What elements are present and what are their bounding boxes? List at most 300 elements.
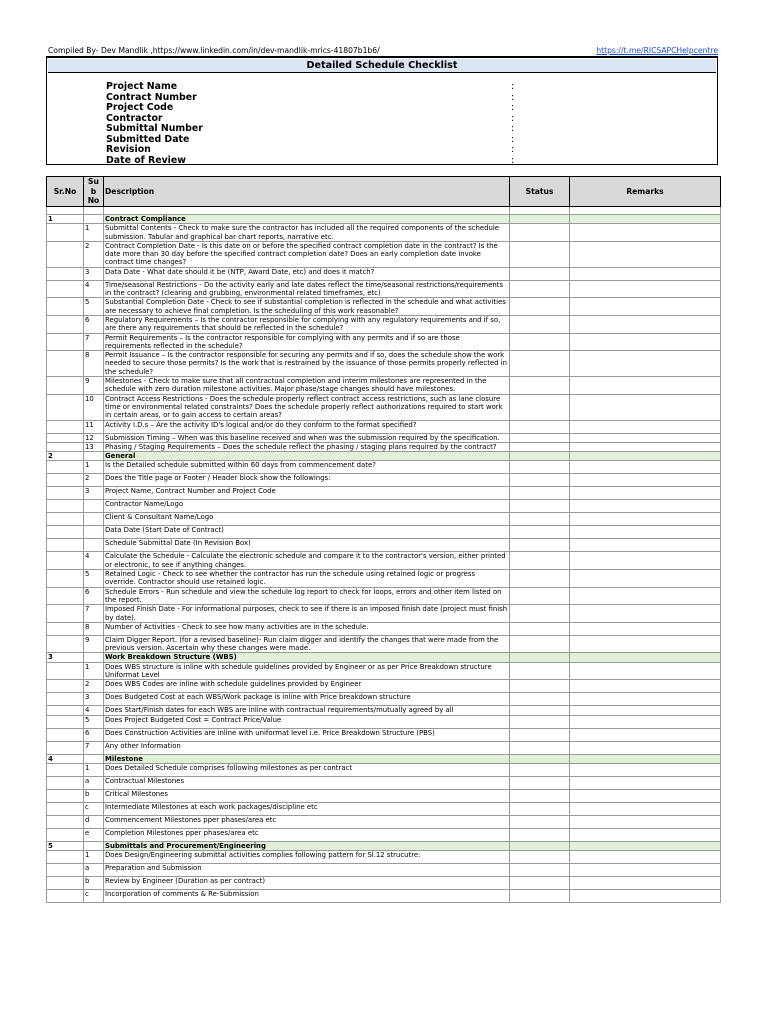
status-cell[interactable] bbox=[510, 570, 570, 588]
srno-cell bbox=[47, 526, 84, 539]
col-header-remarks: Remarks bbox=[570, 177, 721, 207]
description-cell: Submittal Contents - Check to make sure the contractor has included all the required components of the schedule submission. Tabular and graphical bar chart reports, narrative etc. bbox=[104, 224, 510, 242]
remarks-cell[interactable] bbox=[570, 605, 721, 623]
srno-cell bbox=[47, 394, 84, 420]
description-cell: Schedule Submittal Date (In Revision Box) bbox=[104, 539, 510, 552]
description-cell: Client & Consultant Name/Logo bbox=[104, 513, 510, 526]
subno-cell: 5 bbox=[84, 298, 104, 316]
status-cell[interactable] bbox=[510, 487, 570, 500]
description-cell: Substantial Completion Date - Check to see if substantial completion is reflected in the schedule and what activities are necessary to achieve final completion. Is the scheduling of this work reasonable? bbox=[104, 298, 510, 316]
description-cell: Intermediate Milestones at each work packages/discipline etc bbox=[104, 802, 510, 815]
remarks-cell[interactable] bbox=[570, 394, 721, 420]
status-cell[interactable] bbox=[510, 461, 570, 474]
status-cell[interactable] bbox=[510, 587, 570, 605]
subno-cell bbox=[84, 513, 104, 526]
remarks-cell[interactable] bbox=[570, 224, 721, 242]
empty-cell bbox=[84, 653, 104, 662]
status-cell[interactable] bbox=[510, 241, 570, 267]
checklist-body bbox=[47, 207, 721, 903]
status-cell[interactable] bbox=[510, 539, 570, 552]
srno-cell bbox=[47, 224, 84, 242]
description-cell: Claim Digger Report. (for a revised baseline)- Run claim digger and identify the changes that were made from the previous version. Ascertain why these changes were made. bbox=[104, 635, 510, 653]
status-cell[interactable] bbox=[510, 280, 570, 298]
srno-cell bbox=[47, 298, 84, 316]
status-cell[interactable] bbox=[510, 635, 570, 653]
srno-cell bbox=[47, 461, 84, 474]
table-row bbox=[47, 815, 721, 828]
subno-cell: c bbox=[84, 890, 104, 903]
remarks-cell[interactable] bbox=[570, 461, 721, 474]
subno-cell: 4 bbox=[84, 706, 104, 715]
remarks-cell[interactable] bbox=[570, 280, 721, 298]
project-info-value[interactable]: : bbox=[511, 123, 515, 134]
section-number: 3 bbox=[47, 653, 84, 662]
subno-cell: 1 bbox=[84, 763, 104, 776]
status-cell[interactable] bbox=[510, 851, 570, 864]
subno-cell: b bbox=[84, 789, 104, 802]
empty-cell bbox=[104, 207, 510, 215]
project-info-box bbox=[46, 56, 718, 165]
subno-cell: 3 bbox=[84, 487, 104, 500]
section-number: 4 bbox=[47, 754, 84, 763]
subno-cell: 5 bbox=[84, 715, 104, 728]
remarks-cell[interactable] bbox=[570, 442, 721, 451]
subno-cell: 2 bbox=[84, 680, 104, 693]
srno-cell bbox=[47, 570, 84, 588]
subno-cell: 7 bbox=[84, 605, 104, 623]
status-cell[interactable] bbox=[510, 224, 570, 242]
status-cell[interactable] bbox=[510, 513, 570, 526]
col-header-subno: Su b No bbox=[84, 177, 104, 207]
subno-cell bbox=[84, 539, 104, 552]
remarks-cell[interactable] bbox=[570, 552, 721, 570]
section-row bbox=[47, 452, 721, 461]
subno-cell: 7 bbox=[84, 333, 104, 351]
subno-cell: a bbox=[84, 776, 104, 789]
description-cell: Retained Logic - Check to see whether the contractor has run the schedule using retained logic or progress override. Contractor should use retained logic. bbox=[104, 570, 510, 588]
description-cell: Does the Title page or Footer / Header block show the followings: bbox=[104, 474, 510, 487]
srno-cell bbox=[47, 706, 84, 715]
status-cell[interactable] bbox=[510, 442, 570, 451]
remarks-cell[interactable] bbox=[570, 841, 721, 850]
srno-cell bbox=[47, 605, 84, 623]
table-row bbox=[47, 224, 721, 242]
table-row bbox=[47, 776, 721, 789]
empty-cell bbox=[47, 207, 84, 215]
project-info-value[interactable]: : bbox=[511, 133, 515, 145]
empty-cell bbox=[84, 215, 104, 224]
subno-cell: 10 bbox=[84, 394, 104, 420]
empty-cell bbox=[84, 841, 104, 850]
description-cell: Does WBS Codes are inline with schedule guidelines provided by Engineer bbox=[104, 680, 510, 693]
subno-cell: 4 bbox=[84, 552, 104, 570]
status-cell[interactable] bbox=[510, 890, 570, 903]
table-row bbox=[47, 487, 721, 500]
table-row bbox=[47, 789, 721, 802]
table-row bbox=[47, 587, 721, 605]
project-info-label: Date of Review bbox=[106, 154, 186, 166]
srno-cell bbox=[47, 802, 84, 815]
status-cell[interactable] bbox=[510, 351, 570, 377]
table-row bbox=[47, 680, 721, 693]
table-row bbox=[47, 500, 721, 513]
srno-cell bbox=[47, 487, 84, 500]
subno-cell: 2 bbox=[84, 241, 104, 267]
remarks-cell[interactable] bbox=[570, 693, 721, 706]
srno-cell bbox=[47, 635, 84, 653]
section-number: 2 bbox=[47, 452, 84, 461]
remarks-cell[interactable] bbox=[570, 351, 721, 377]
remarks-cell[interactable] bbox=[570, 754, 721, 763]
srno-cell bbox=[47, 815, 84, 828]
description-cell: Contract Completion Date - Is this date on or before the specified contract completion date in the contract? Is the date more than 30 day before the specified contract completion date? Does an early completion date invoke contract time changes? bbox=[104, 241, 510, 267]
project-info-value[interactable]: : bbox=[511, 91, 515, 103]
subno-cell: 1 bbox=[84, 461, 104, 474]
remarks-cell[interactable] bbox=[570, 763, 721, 776]
status-cell[interactable] bbox=[510, 728, 570, 741]
description-cell: Does Start/Finish dates for each WBS are inline with contractual requirements/mutually agreed by all bbox=[104, 706, 510, 715]
subno-cell: e bbox=[84, 828, 104, 841]
srno-cell bbox=[47, 552, 84, 570]
table-row bbox=[47, 526, 721, 539]
status-cell[interactable] bbox=[510, 864, 570, 877]
table-row bbox=[47, 706, 721, 715]
description-cell: Permit Issuance – Is the contractor responsible for securing any permits and if so, does the schedule show the work needed to secure those permits? Is the work that is restrained by the issuance of those permits properly reflected in the schedule? bbox=[104, 351, 510, 377]
remarks-cell[interactable] bbox=[570, 776, 721, 789]
table-row bbox=[47, 420, 721, 433]
description-cell: Any other Information bbox=[104, 741, 510, 754]
table-row bbox=[47, 461, 721, 474]
table-row bbox=[47, 635, 721, 653]
srno-cell bbox=[47, 474, 84, 487]
description-cell: Does WBS structure is inline with schedule guidelines provided by Engineer or as per Price Breakdown structure Uniformat Level bbox=[104, 662, 510, 680]
table-row bbox=[47, 474, 721, 487]
description-cell: Does Detailed Schedule comprises following milestones as per contract bbox=[104, 763, 510, 776]
description-cell: Incorporation of comments & Re-Submission bbox=[104, 890, 510, 903]
table-row bbox=[47, 890, 721, 903]
section-number: 5 bbox=[47, 841, 84, 850]
remarks-cell[interactable] bbox=[570, 635, 721, 653]
status-cell[interactable] bbox=[510, 789, 570, 802]
table-row bbox=[47, 433, 721, 442]
description-cell: Does Design/Engineering submittal activities complies following pattern for Sl.12 strucutre: bbox=[104, 851, 510, 864]
table-row bbox=[47, 728, 721, 741]
srno-cell bbox=[47, 241, 84, 267]
project-info-value[interactable]: : bbox=[511, 154, 515, 166]
srno-cell bbox=[47, 513, 84, 526]
remarks-cell[interactable] bbox=[570, 315, 721, 333]
project-info-label: Project Code bbox=[106, 102, 174, 113]
status-cell[interactable] bbox=[510, 776, 570, 789]
table-row bbox=[47, 605, 721, 623]
description-cell: Completion Milestones pper phases/area etc bbox=[104, 828, 510, 841]
status-cell[interactable] bbox=[510, 693, 570, 706]
status-cell[interactable] bbox=[510, 680, 570, 693]
section-title: Submittals and Procurement/Engineering bbox=[104, 841, 510, 850]
description-cell: Permit Requirements – Is the contractor responsible for complying with any permits and if so are those requirements reflected in the schedule? bbox=[104, 333, 510, 351]
status-cell[interactable] bbox=[510, 828, 570, 841]
description-cell: Contractor Name/Logo bbox=[104, 500, 510, 513]
status-cell[interactable] bbox=[510, 605, 570, 623]
description-cell: Does Project Budgeted Cost = Contract Price/Value bbox=[104, 715, 510, 728]
table-row bbox=[47, 693, 721, 706]
status-cell[interactable] bbox=[510, 433, 570, 442]
table-header-row bbox=[47, 177, 721, 207]
srno-cell bbox=[47, 828, 84, 841]
remarks-cell[interactable] bbox=[570, 662, 721, 680]
status-cell[interactable] bbox=[510, 333, 570, 351]
subno-cell bbox=[84, 526, 104, 539]
remarks-cell[interactable] bbox=[570, 815, 721, 828]
description-cell: Project Name, Contract Number and Project Code bbox=[104, 487, 510, 500]
top-line bbox=[48, 46, 718, 56]
table-row bbox=[47, 394, 721, 420]
empty-cell bbox=[570, 207, 721, 215]
status-cell[interactable] bbox=[510, 394, 570, 420]
table-row bbox=[47, 851, 721, 864]
remarks-cell[interactable] bbox=[570, 680, 721, 693]
project-info-label: Contract Number bbox=[106, 91, 197, 103]
srno-cell bbox=[47, 877, 84, 890]
subno-cell: 9 bbox=[84, 377, 104, 395]
remarks-cell[interactable] bbox=[570, 622, 721, 635]
remarks-cell[interactable] bbox=[570, 215, 721, 224]
status-cell[interactable] bbox=[510, 215, 570, 224]
status-cell[interactable] bbox=[510, 526, 570, 539]
srno-cell bbox=[47, 377, 84, 395]
subno-cell: b bbox=[84, 877, 104, 890]
status-cell[interactable] bbox=[510, 452, 570, 461]
remarks-cell[interactable] bbox=[570, 513, 721, 526]
empty-cell bbox=[84, 452, 104, 461]
status-cell[interactable] bbox=[510, 815, 570, 828]
description-cell: Submission Timing – When was this baseline received and when was the submission required by the specification. bbox=[104, 433, 510, 442]
subno-cell: 3 bbox=[84, 267, 104, 280]
remarks-cell[interactable] bbox=[570, 864, 721, 877]
section-title: Milestone bbox=[104, 754, 510, 763]
status-cell[interactable] bbox=[510, 500, 570, 513]
remarks-cell[interactable] bbox=[570, 653, 721, 662]
section-title: Contract Compliance bbox=[104, 215, 510, 224]
table-row bbox=[47, 802, 721, 815]
subno-cell: a bbox=[84, 864, 104, 877]
project-info-label: Project Name bbox=[106, 81, 178, 92]
status-cell[interactable] bbox=[510, 377, 570, 395]
status-cell[interactable] bbox=[510, 754, 570, 763]
remarks-cell[interactable] bbox=[570, 706, 721, 715]
description-cell: Schedule Errors - Run schedule and view the schedule log report to check for loops, errors and other item listed on the report. bbox=[104, 587, 510, 605]
subno-cell: 11 bbox=[84, 420, 104, 433]
subno-cell: d bbox=[84, 815, 104, 828]
project-info-label: Submitted Date bbox=[106, 133, 190, 145]
checklist-table-wrap bbox=[46, 176, 720, 903]
status-cell[interactable] bbox=[510, 706, 570, 715]
subno-cell: 8 bbox=[84, 622, 104, 635]
description-cell: Preparation and Submission bbox=[104, 864, 510, 877]
remarks-cell[interactable] bbox=[570, 890, 721, 903]
remarks-cell[interactable] bbox=[570, 828, 721, 841]
checklist-table bbox=[46, 176, 721, 903]
subno-cell: c bbox=[84, 802, 104, 815]
project-info-label: Revision bbox=[106, 144, 151, 155]
srno-cell bbox=[47, 789, 84, 802]
remarks-cell[interactable] bbox=[570, 333, 721, 351]
status-cell[interactable] bbox=[510, 662, 570, 680]
subno-cell: 6 bbox=[84, 587, 104, 605]
subno-cell: 9 bbox=[84, 635, 104, 653]
project-info-value[interactable]: : bbox=[511, 144, 515, 155]
remarks-cell[interactable] bbox=[570, 433, 721, 442]
remarks-cell[interactable] bbox=[570, 487, 721, 500]
table-row bbox=[47, 333, 721, 351]
table-row bbox=[47, 877, 721, 890]
status-cell[interactable] bbox=[510, 653, 570, 662]
col-header-status: Status bbox=[510, 177, 570, 207]
project-info-value[interactable]: : bbox=[511, 81, 515, 92]
status-cell[interactable] bbox=[510, 622, 570, 635]
subno-cell: 5 bbox=[84, 570, 104, 588]
subno-cell: 6 bbox=[84, 728, 104, 741]
status-cell[interactable] bbox=[510, 298, 570, 316]
table-row bbox=[47, 280, 721, 298]
srno-cell bbox=[47, 776, 84, 789]
table-row bbox=[47, 622, 721, 635]
table-row bbox=[47, 513, 721, 526]
description-cell: Is the Detailed schedule submitted within 60 days from commencement date? bbox=[104, 461, 510, 474]
description-cell: Number of Activities - Check to see how many activities are in the schedule. bbox=[104, 622, 510, 635]
table-row bbox=[47, 864, 721, 877]
description-cell: Review by Engineer (Duration as per contract) bbox=[104, 877, 510, 890]
subno-cell: 3 bbox=[84, 693, 104, 706]
srno-cell bbox=[47, 693, 84, 706]
empty-cell bbox=[84, 754, 104, 763]
subno-cell: 1 bbox=[84, 662, 104, 680]
project-info-value[interactable]: : bbox=[511, 112, 515, 124]
section-row bbox=[47, 215, 721, 224]
srno-cell bbox=[47, 728, 84, 741]
status-cell[interactable] bbox=[510, 474, 570, 487]
remarks-cell[interactable] bbox=[570, 452, 721, 461]
status-cell[interactable] bbox=[510, 315, 570, 333]
srno-cell bbox=[47, 280, 84, 298]
srno-cell bbox=[47, 662, 84, 680]
remarks-cell[interactable] bbox=[570, 877, 721, 890]
remarks-cell[interactable] bbox=[570, 474, 721, 487]
description-cell: Data Date - What date should it be (NTP, Award Date, etc) and does it match? bbox=[104, 267, 510, 280]
srno-cell bbox=[47, 351, 84, 377]
srno-cell bbox=[47, 890, 84, 903]
description-cell: Contract Access Restrictions - Does the schedule properly reflect contract access restrictions, such as lane closure time or environmental related constraints? Does the schedule properly reflect authorizations required to start work in certain areas, or to gain access to certain areas? bbox=[104, 394, 510, 420]
remarks-cell[interactable] bbox=[570, 298, 721, 316]
remarks-cell[interactable] bbox=[570, 526, 721, 539]
remarks-cell[interactable] bbox=[570, 741, 721, 754]
section-title: Work Breakdown Structure (WBS) bbox=[104, 653, 510, 662]
project-info-value[interactable]: : bbox=[511, 102, 515, 113]
remarks-cell[interactable] bbox=[570, 377, 721, 395]
subno-cell: 13 bbox=[84, 442, 104, 451]
srno-cell bbox=[47, 420, 84, 433]
subno-cell: 8 bbox=[84, 351, 104, 377]
table-row bbox=[47, 570, 721, 588]
description-cell: Activity I.D.s – Are the activity ID's logical and/or do they conform to the format specified? bbox=[104, 420, 510, 433]
remarks-cell[interactable] bbox=[570, 728, 721, 741]
status-cell[interactable] bbox=[510, 802, 570, 815]
subno-cell: 7 bbox=[84, 741, 104, 754]
status-cell[interactable] bbox=[510, 741, 570, 754]
subno-cell: 4 bbox=[84, 280, 104, 298]
project-info-label: Submittal Number bbox=[106, 123, 203, 134]
empty-cell bbox=[84, 207, 104, 215]
description-cell: Critical Milestones bbox=[104, 789, 510, 802]
srno-cell bbox=[47, 539, 84, 552]
section-row bbox=[47, 754, 721, 763]
telegram-link[interactable]: https://t.me/RICSAPCHelpcentre bbox=[596, 46, 718, 55]
status-cell[interactable] bbox=[510, 267, 570, 280]
status-cell[interactable] bbox=[510, 841, 570, 850]
remarks-cell[interactable] bbox=[570, 789, 721, 802]
remarks-cell[interactable] bbox=[570, 587, 721, 605]
status-cell[interactable] bbox=[510, 715, 570, 728]
status-cell[interactable] bbox=[510, 552, 570, 570]
description-cell: Contractual Milestones bbox=[104, 776, 510, 789]
description-cell: Milestones - Check to make sure that all contractual completion and interim milestones are represented in the schedule with zero duration milestone activities. Major phase/stage changes should have milestones. bbox=[104, 377, 510, 395]
page-title: Detailed Schedule Checklist bbox=[48, 59, 716, 73]
description-cell: Data Date (Start Date of Contract) bbox=[104, 526, 510, 539]
subno-cell: 6 bbox=[84, 315, 104, 333]
srno-cell bbox=[47, 315, 84, 333]
srno-cell bbox=[47, 433, 84, 442]
remarks-cell[interactable] bbox=[570, 241, 721, 267]
table-row bbox=[47, 267, 721, 280]
section-number: 1 bbox=[47, 215, 84, 224]
status-cell[interactable] bbox=[510, 420, 570, 433]
description-cell: Calculate the Schedule - Calculate the electronic schedule and compare it to the contractor's version, either printed or electronic, to see if anything changes. bbox=[104, 552, 510, 570]
remarks-cell[interactable] bbox=[570, 539, 721, 552]
description-cell: Does Budgeted Cost at each WBS/Work package is inline with Price breakdown structure bbox=[104, 693, 510, 706]
srno-cell bbox=[47, 864, 84, 877]
description-cell: Imposed Finish Date - For informational purposes, check to see if there is an imposed finish date (project must finish by date). bbox=[104, 605, 510, 623]
description-cell: Commencement Milestones pper phases/area etc bbox=[104, 815, 510, 828]
remarks-cell[interactable] bbox=[570, 570, 721, 588]
table-row bbox=[47, 377, 721, 395]
remarks-cell[interactable] bbox=[570, 500, 721, 513]
empty-cell bbox=[510, 207, 570, 215]
compiled-by-text: Compiled By- Dev Mandlik ,https://www.linkedin.com/in/dev-mandlik-mrics-41807b1b6/ bbox=[48, 46, 380, 55]
srno-cell bbox=[47, 442, 84, 451]
subno-cell bbox=[84, 500, 104, 513]
project-info-label: Contractor bbox=[106, 112, 163, 124]
remarks-cell[interactable] bbox=[570, 802, 721, 815]
srno-cell bbox=[47, 622, 84, 635]
srno-cell bbox=[47, 333, 84, 351]
description-cell: Does Construction Activities are inline with uniformat level i.e. Price Breakdown Structure (PBS) bbox=[104, 728, 510, 741]
subno-cell: 1 bbox=[84, 224, 104, 242]
subno-cell: 2 bbox=[84, 474, 104, 487]
table-row bbox=[47, 828, 721, 841]
srno-cell bbox=[47, 267, 84, 280]
remarks-cell[interactable] bbox=[570, 715, 721, 728]
status-cell[interactable] bbox=[510, 877, 570, 890]
table-row bbox=[47, 298, 721, 316]
table-row bbox=[47, 315, 721, 333]
remarks-cell[interactable] bbox=[570, 267, 721, 280]
status-cell[interactable] bbox=[510, 763, 570, 776]
remarks-cell[interactable] bbox=[570, 851, 721, 864]
srno-cell bbox=[47, 763, 84, 776]
remarks-cell[interactable] bbox=[570, 420, 721, 433]
table-row bbox=[47, 763, 721, 776]
srno-cell bbox=[47, 587, 84, 605]
